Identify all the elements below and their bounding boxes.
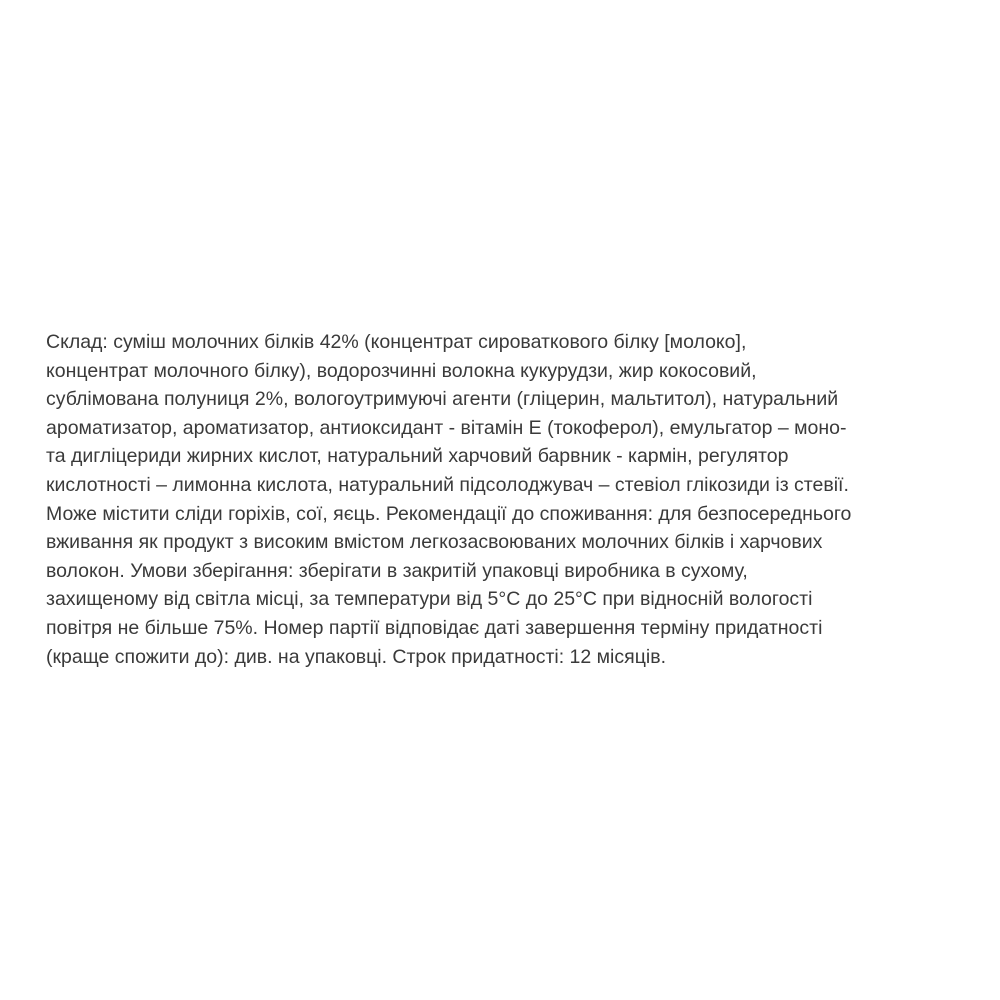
text-line: (краще спожити до): див. на упаковці. Строк придатності: 12 місяців. — [46, 645, 666, 668]
text-line: та дигліцериди жирних кислот, натуральний харчовий барвник - кармін, регулятор — [46, 445, 789, 468]
text-line: повітря не більше 75%. Номер партії відповідає даті завершення терміну придатності — [46, 616, 823, 639]
text-line: вживання як продукт з високим вмістом легкозасвоюваних молочних білків і харчових — [46, 531, 823, 554]
text-line: сублімована полуниця 2%, вологоутримуючі агенти (гліцерин, мальтитол), натуральний — [46, 388, 839, 411]
text-line: Може містити сліди горіхів, сої, яєць. Рекомендації до споживання: для безпосереднього — [46, 502, 852, 525]
text-line: захищеному від світла місці, за температури від 5°С до 25°С при відносній вологості — [46, 588, 813, 611]
product-description-text — [46, 328, 976, 671]
text-line: волокон. Умови зберігання: зберігати в закритій упаковці виробника в сухому, — [46, 559, 748, 582]
text-line: концентрат молочного білку), водорозчинні волокна кукурудзи, жир кокосовий, — [46, 359, 757, 382]
text-line: ароматизатор, ароматизатор, антиоксидант - вітамін Е (токоферол), емульгатор – моно- — [46, 416, 847, 439]
text-line: кислотності – лимонна кислота, натуральний підсолоджувач – стевіол глікозиди із стевії. — [46, 473, 849, 496]
text-line: Склад: суміш молочних білків 42% (концентрат сироваткового білку [молоко], — [46, 331, 747, 353]
